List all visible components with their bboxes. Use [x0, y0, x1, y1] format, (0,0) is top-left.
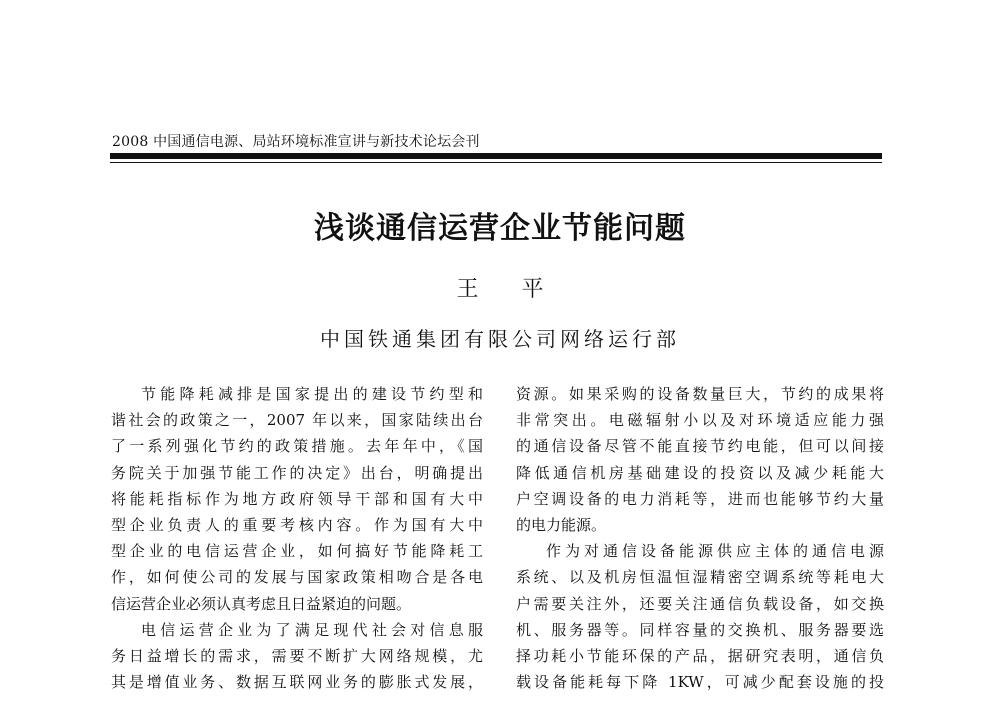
body-line: 户需要关注外，还要关注通信负载设备，如交换 — [516, 594, 884, 613]
body-line: 户空调设备的电力消耗等，进而也能够节约大量 — [516, 489, 884, 508]
body-line: 作为对通信设备能源供应主体的通信电源 — [546, 542, 884, 561]
body-line: 节能降耗减排是国家提出的建设节约型和 — [141, 385, 483, 403]
body-line: 系统、以及机房恒温恒湿精密空调系统等耗电大 — [516, 568, 884, 587]
body-line: 务院关于加强节能工作的决定》出台，明确提出 — [111, 463, 483, 482]
right-column — [516, 381, 884, 695]
body-line: 务日益增长的需求，需要不断扩大网络规模，尤 — [111, 647, 483, 666]
author-name: 王 平 — [456, 277, 562, 302]
body-line: 型企业负责人的重要考核内容。作为国有大中 — [111, 516, 483, 535]
author-affiliation: 中国铁通集团有限公司网络运行部 — [320, 327, 680, 351]
body-line: 信运营企业必须认真考虑且日益紧迫的问题。 — [111, 594, 412, 613]
body-line: 的电力能源。 — [516, 516, 607, 535]
body-line: 其是增值业务、数据互联网业务的膨胀式发展， — [111, 673, 483, 692]
body-line: 择功耗小节能环保的产品，据研究表明，通信负 — [516, 647, 884, 666]
header-rule-thin — [110, 162, 882, 163]
header-rule-thick — [110, 153, 882, 159]
body-line: 型企业的电信运营企业，如何搞好节能降耗工 — [111, 542, 483, 561]
body-line: 了一系列强化节约的政策措施。去年年中，《国 — [111, 437, 483, 456]
body-line: 将能耗指标作为地方政府领导干部和国有大中 — [111, 489, 483, 508]
running-header: 2008 中国通信电源、局站环境标准宣讲与新技术论坛会刊 — [112, 134, 480, 150]
body-line: 机、服务器等。同样容量的交换机、服务器要选 — [516, 620, 884, 639]
body-line: 谐社会的政策之一，2007 年以来，国家陆续出台 — [111, 411, 483, 430]
body-line: 非常突出。电磁辐射小以及对环境适应能力强 — [516, 411, 884, 430]
article-title: 浅谈通信运营企业节能问题 — [314, 211, 686, 246]
body-line: 的通信设备尽管不能直接节约电能，但可以间接 — [516, 437, 884, 456]
body-line: 降低通信机房基础建设的投资以及减少耗能大 — [516, 463, 884, 482]
body-line: 电信运营企业为了满足现代社会对信息服 — [141, 620, 483, 639]
body-line: 载设备能耗每下降 1KW，可减少配套设施的投 — [516, 673, 884, 692]
body-line: 作，如何使公司的发展与国家政策相吻合是各电 — [111, 568, 483, 587]
left-column — [111, 381, 483, 695]
body-line: 资源。如果采购的设备数量巨大，节约的成果将 — [516, 385, 884, 403]
